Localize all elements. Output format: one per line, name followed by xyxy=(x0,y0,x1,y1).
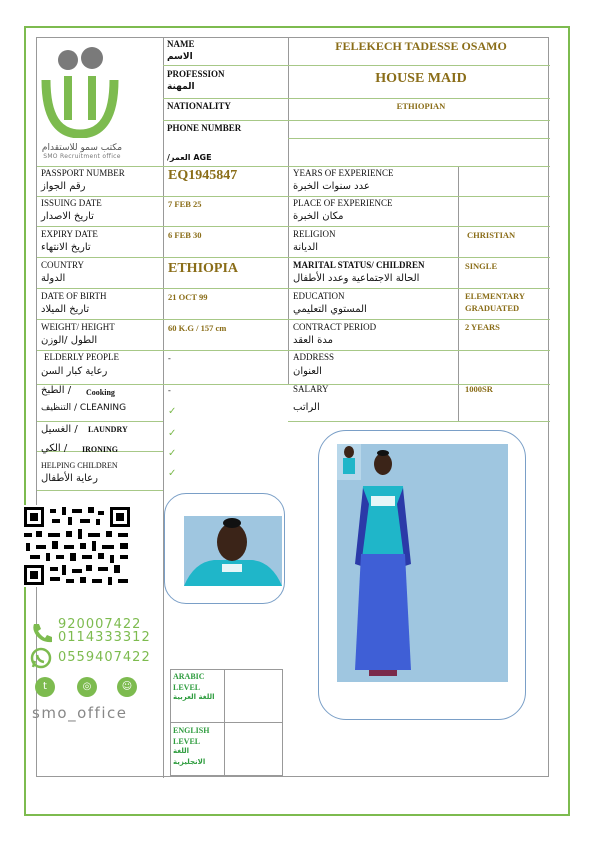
place-label-ar: مكان الخبرة xyxy=(293,211,344,222)
cleaning-check-icon: ✓ xyxy=(168,406,177,417)
dob-label: DATE OF BIRTH xyxy=(41,291,107,301)
profession-value: HOUSE MAID xyxy=(375,71,467,86)
address-label-ar: العنوان xyxy=(293,366,322,377)
exp-label: YEARS OF EXPERIENCE xyxy=(293,168,394,178)
exp-label-ar: عدد سنوات الخبرة xyxy=(293,181,370,192)
name-label-ar: الاسم xyxy=(167,52,193,62)
edu-value-2: GRADUATED xyxy=(465,303,520,313)
issuing-label-ar: تاريخ الاصدار xyxy=(41,211,94,222)
contract-label-ar: مدة العقد xyxy=(293,335,333,346)
children-label: HELPING CHILDREN xyxy=(41,461,118,470)
whatsapp-number: 0559407422 xyxy=(58,650,151,665)
laundry-label: LAUNDRY xyxy=(88,425,128,434)
address-label: ADDRESS xyxy=(293,352,335,362)
religion-label-ar: الديانة xyxy=(293,242,319,253)
nationality-label: NATIONALITY xyxy=(167,101,231,111)
salary-value: 1000SR xyxy=(465,384,493,394)
salary-label-ar: الراتب xyxy=(293,402,320,413)
english-label-2: LEVEL xyxy=(173,737,201,746)
issuing-label: ISSUING DATE xyxy=(41,198,102,208)
logo-text-en: SMO Recruitment office xyxy=(43,153,121,160)
elderly-value: - xyxy=(168,353,171,363)
laundry-check-icon: ✓ xyxy=(168,428,177,439)
twitter-icon[interactable]: t xyxy=(35,677,55,697)
english-label-ar-1: اللغة xyxy=(173,747,190,755)
arabic-label-1: ARABIC xyxy=(173,672,205,681)
phone-label: PHONE NUMBER xyxy=(167,123,242,133)
wh-value: 60 K.G / 157 cm xyxy=(168,323,227,333)
whatsapp-icon xyxy=(30,647,52,669)
qr-code xyxy=(22,505,132,587)
english-label-ar-2: الانجليزية xyxy=(173,758,206,766)
logo-mark-icon xyxy=(40,42,124,138)
cleaning-label: التنظيف / CLEANING xyxy=(41,403,127,413)
children-check-icon: ✓ xyxy=(168,468,177,479)
instagram-icon[interactable]: ◎ xyxy=(77,677,97,697)
phone-number-1: 920007422 xyxy=(58,617,142,632)
edu-label: EDUCATION xyxy=(293,291,345,301)
face-photo xyxy=(184,516,282,586)
ironing-label-ar: الكي / xyxy=(41,443,68,454)
marital-value: SINGLE xyxy=(465,261,498,271)
wh-label-ar: الطول /الوزن xyxy=(41,335,98,346)
contract-value: 2 YEARS xyxy=(465,322,500,332)
laundry-label-ar: الغسيل / xyxy=(41,424,78,435)
passport-label: PASSPORT NUMBER xyxy=(41,168,125,178)
arabic-label-2: LEVEL xyxy=(173,683,201,692)
nationality-value: ETHIOPIAN xyxy=(396,101,446,111)
expiry-label: EXPIRY DATE xyxy=(41,229,98,239)
religion-label: RELIGION xyxy=(293,229,336,239)
snapchat-icon[interactable]: ☺ xyxy=(117,677,137,697)
marital-label: MARITAL STATUS/ CHILDREN xyxy=(293,260,425,270)
profession-label: PROFESSION xyxy=(167,69,225,79)
cooking-value: - xyxy=(168,385,171,395)
issuing-value: 7 FEB 25 xyxy=(168,199,202,209)
place-label: PLACE OF EXPERIENCE xyxy=(293,198,393,208)
cooking-label-ar: الطبخ / xyxy=(41,385,72,396)
name-label: NAME xyxy=(167,39,195,49)
english-label-1: ENGLISH xyxy=(173,726,210,735)
logo-text-ar: مكتب سمو للاستقدام xyxy=(41,143,123,153)
salary-label: SALARY xyxy=(293,384,329,394)
edu-value-1: ELEMENTARY xyxy=(465,291,525,301)
dob-value: 21 OCT 99 xyxy=(168,292,208,302)
name-value: FELEKECH TADESSE OSAMO xyxy=(335,39,507,53)
phone-number-2: 0114333312 xyxy=(58,630,151,645)
age-label: /العمر AGE xyxy=(167,153,212,162)
phone-icon xyxy=(30,622,54,644)
expiry-label-ar: تاريخ الانتهاء xyxy=(41,242,91,253)
contract-label: CONTRACT PERIOD xyxy=(293,322,377,332)
ironing-check-icon: ✓ xyxy=(168,448,177,459)
expiry-value: 6 FEB 30 xyxy=(168,230,202,240)
passport-label-ar: رقم الجواز xyxy=(41,181,86,192)
dob-label-ar: تاريخ الميلاد xyxy=(41,304,90,315)
social-handle: smo_office xyxy=(32,704,128,722)
children-label-ar: رعاية الأطفال xyxy=(41,473,98,484)
country-label-ar: الدولة xyxy=(41,273,66,284)
profession-label-ar: المهنة xyxy=(167,82,195,92)
arabic-label-ar: اللغة العربية xyxy=(173,693,215,701)
body-photo xyxy=(337,444,508,682)
ironing-label: IRONING xyxy=(82,445,119,454)
passport-value: EQ1945847 xyxy=(168,168,238,183)
cooking-label: Cooking xyxy=(86,388,115,397)
edu-label-ar: المستوي التعليمي xyxy=(293,304,367,315)
religion-value: CHRISTIAN xyxy=(467,230,516,240)
country-label: COUNTRY xyxy=(41,260,85,270)
logo xyxy=(40,42,124,167)
elderly-label-ar: رعاية كبار السن xyxy=(41,366,108,377)
marital-label-ar: الحالة الاجتماعية وعدد الأطفال xyxy=(293,273,420,284)
country-value: ETHIOPIA xyxy=(168,261,239,276)
elderly-label: ELDERLY PEOPLE xyxy=(44,352,120,362)
wh-label: WEIGHT/ HEIGHT xyxy=(41,322,115,332)
